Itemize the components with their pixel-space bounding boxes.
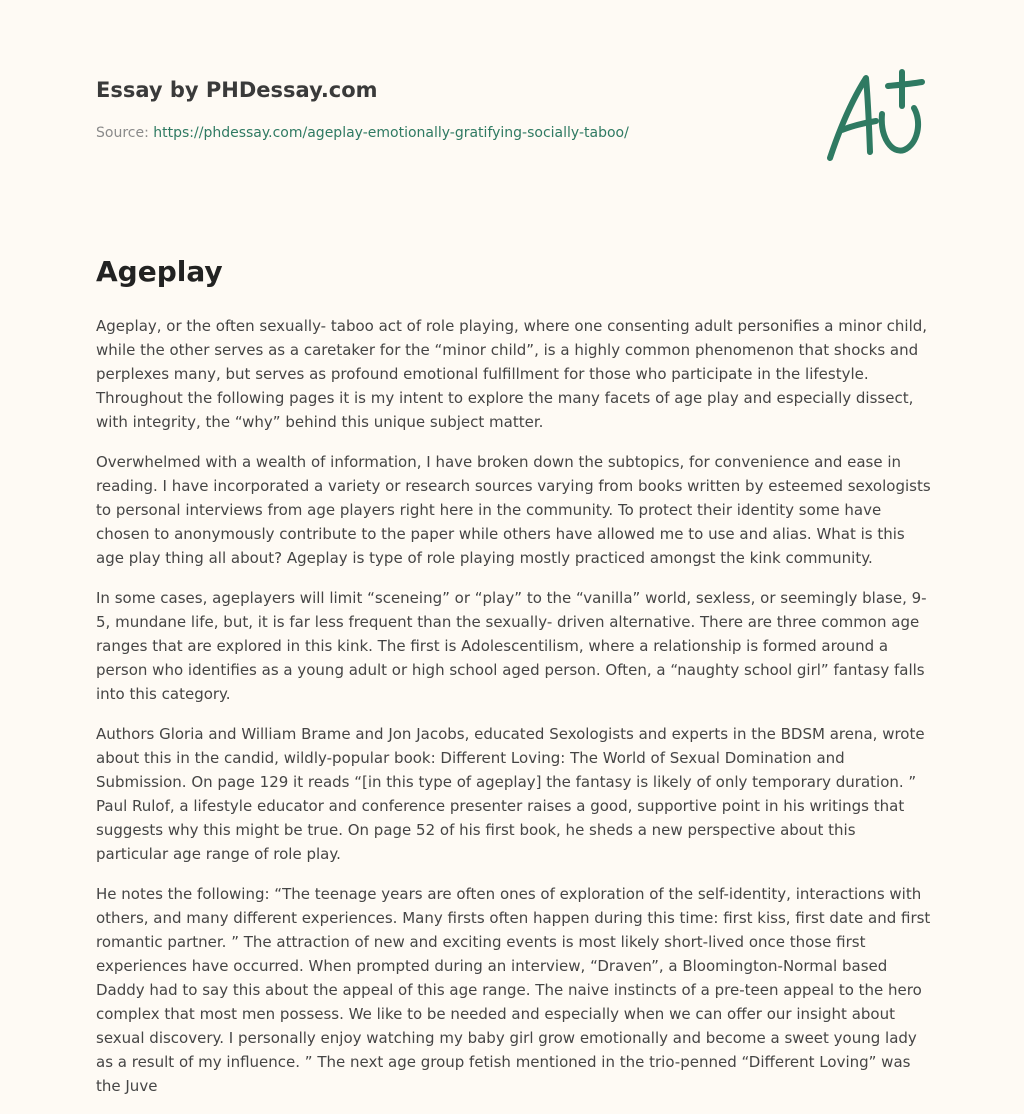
source-link[interactable]: https://phdessay.com/ageplay-emotionally-gratifying-socially-taboo/ xyxy=(153,125,629,141)
essay-paragraph-5: He notes the following: “The teenage years are often ones of exploration of the self-identity, interactions with others, and many different experiences. Many firsts often happen during this time: first kiss, first date and first romantic partner. ” The attraction of new and exciting events is most likely short-lived once those first experiences have occurred. When prompted during an interview, “Draven”, a Bloomington-Normal based Daddy had to say this about the appeal of this age range. The naive instincts of a pre-teen appeal to the hero complex that most men possess. We like to be needed and especially when we can offer our insight about sexual discovery. I personally enjoy watching my baby girl grow emotionally and become a sweet young lady as a result of my influence. ” The next age group fetish mentioned in the trio-penned “Different Loving” was the Juve xyxy=(96,885,931,1095)
essay-paragraph-1: Ageplay, or the often sexually- taboo act of role playing, where one consenting adult personifies a minor child, while the other serves as a caretaker for the “minor child”, is a highly common phenomenon that shocks and perplexes many, but serves as profound emotional fulfillment for those who participate in the lifestyle. Throughout the following pages it is my intent to explore the many facets of age play and especially dissect, with integrity, the “why” behind this unique subject matter. xyxy=(96,317,928,431)
site-brand: Essay by PHDessay.com xyxy=(96,78,378,102)
essay-paragraph-4: Authors Gloria and William Brame and Jon Jacobs, educated Sexologists and experts in the BDSM arena, wrote about this in the candid, wildly-popular book: Different Loving: The World of Sexual Domination and Submission. On page 129 it reads “[in this type of ageplay] the fantasy is likely of only temporary duration. ” Paul Rulof, a lifestyle educator and conference presenter raises a good, supportive point in his writings that suggests why this might be true. On page 52 of his first book, he sheds a new perspective about this particular age range of role play. xyxy=(96,725,925,863)
essay-paragraph-2: Overwhelmed with a wealth of information, I have broken down the subtopics, for convenience and ease in reading. I have incorporated a variety or research sources varying from books written by esteemed sexologists to personal interviews from age players right here in the community. To protect their identity some have chosen to anonymously contribute to the paper while others have allowed me to use and alias. What is this age play thing all about? Ageplay is type of role playing mostly practiced amongst the kink community. xyxy=(96,453,931,567)
essay-content xyxy=(96,252,932,1114)
a-plus-logo-icon xyxy=(818,66,930,166)
source-line xyxy=(96,124,796,142)
header xyxy=(96,76,796,142)
essay-title: Ageplay xyxy=(96,255,223,288)
source-label: Source: xyxy=(96,125,149,141)
essay-paragraph-3: In some cases, ageplayers will limit “sceneing” or “play” to the “vanilla” world, sexless, or seemingly blase, 9-5, mundane life, but, it is far less frequent than the sexually- driven alternative. There are three common age ranges that are explored in this kink. The first is Adolescentilism, where a relationship is formed around a person who identifies as a young adult or high school aged person. Often, a “naughty school girl” fantasy falls into this category. xyxy=(96,589,927,703)
